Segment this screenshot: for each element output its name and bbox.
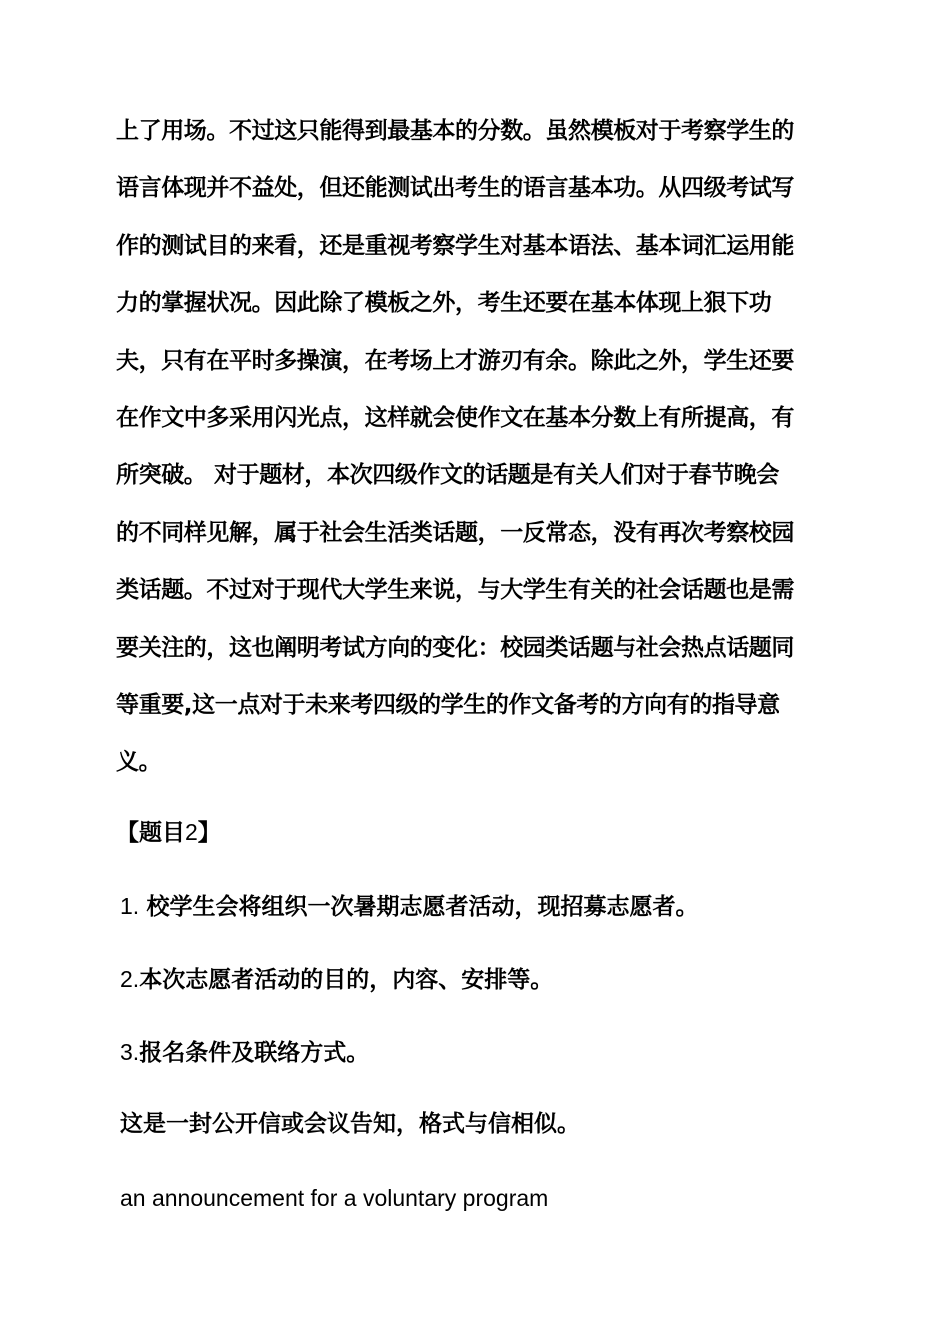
paragraph-line: 上了用场。不过这只能得到最基本的分数。虽然模板对于考察学生的 xyxy=(116,118,795,144)
topic-heading-open: 【题目 xyxy=(116,820,185,846)
topic-heading xyxy=(116,816,221,849)
topic-note-text: 这是一封公开信或会议告知，格式与信相似。 xyxy=(120,1111,580,1137)
paragraph-line: 作的测试目的来看，还是重视考察学生对基本语法、基本词汇运用能 xyxy=(116,232,795,259)
topic-item-2-text: 本次志愿者活动的目的，内容、安排等。 xyxy=(139,967,554,993)
paragraph-line: 义。 xyxy=(116,749,162,776)
paragraph-line: 力的掌握状况。因此除了模板之外，考生还要在基本体现上狠下功 xyxy=(116,290,772,317)
topic-item-3-text: 报名条件及联络方式。 xyxy=(139,1040,370,1066)
paragraph-line: 在作文中多采用闪光点，这样就会使作文在基本分数上有所提高，有 xyxy=(116,404,795,431)
paragraph-line: 夫，只有在平时多操演，在考场上才游刃有余。除此之外，学生还要 xyxy=(116,347,795,374)
topic-item-2 xyxy=(120,963,553,996)
paragraph-line: 所突破。 对于题材，本次四级作文的话题是有关人们对于春节晚会 xyxy=(116,462,780,489)
paragraph-line: 要关注的，这也阐明考试方向的变化：校园类话题与社会热点话题同 xyxy=(116,634,795,661)
paragraph-line: 等重要,这一点对于未来考四级的学生的作文备考的方向有的指导意 xyxy=(116,691,780,718)
topic-item-1 xyxy=(120,890,699,923)
topic-heading-number: 2 xyxy=(185,819,198,845)
topic-item-1-text: 校学生会将组织一次暑期志愿者活动，现招募志愿者。 xyxy=(146,894,699,920)
paragraph-line: 语言体现并不益处，但还能测试出考生的语言基本功。从四级考试写 xyxy=(116,175,795,202)
paragraph-line: 类话题。不过对于现代大学生来说，与大学生有关的社会话题也是需 xyxy=(116,577,795,604)
topic-item-1-number: 1. xyxy=(120,893,140,919)
topic-item-2-number: 2. xyxy=(120,966,140,992)
english-title: an announcement for a voluntary program xyxy=(120,1185,549,1211)
body-paragraph xyxy=(116,112,846,801)
topic-note xyxy=(120,1108,580,1140)
topic-heading-close: 】 xyxy=(197,820,221,846)
topic-item-3-number: 3. xyxy=(120,1039,140,1065)
paragraph-line: 的不同样见解，属于社会生活类话题，一反常态，没有再次考察校园 xyxy=(116,519,795,546)
topic-item-3 xyxy=(120,1036,369,1069)
